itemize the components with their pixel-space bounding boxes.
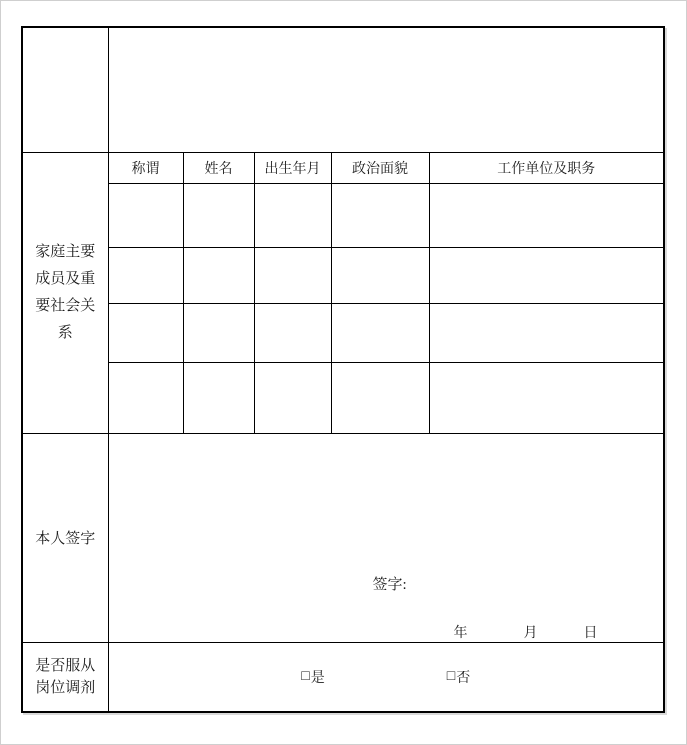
family-row-cell[interactable] — [254, 303, 331, 362]
family-row-cell[interactable] — [429, 362, 664, 433]
column-header-work-unit: 工作单位及职务 — [429, 152, 664, 183]
top-left-empty-cell — [22, 27, 108, 152]
adjustment-options-cell — [108, 642, 664, 712]
family-row-cell[interactable] — [331, 183, 429, 247]
signature-area[interactable] — [109, 435, 664, 640]
checkbox-icon: □ — [301, 668, 310, 684]
personal-signature-label — [22, 433, 108, 642]
checkbox-option-no[interactable] — [447, 667, 470, 687]
top-empty-content-cell[interactable] — [108, 27, 664, 152]
family-row-cell[interactable] — [331, 303, 429, 362]
family-row-cell[interactable] — [254, 183, 331, 247]
column-header-birthdate: 出生年月 — [254, 152, 331, 183]
checkbox-icon: □ — [446, 668, 456, 684]
adjustment-options-area — [109, 644, 664, 710]
application-form-table — [21, 26, 665, 713]
family-row-cell[interactable] — [108, 183, 183, 247]
job-adjustment-label-text: 是否服从岗位调剂 — [35, 657, 96, 696]
day-label: 日 — [583, 626, 598, 641]
family-row-cell[interactable] — [108, 362, 183, 433]
option-label-yes: 是 — [310, 670, 325, 686]
personal-signature-label-text: 本人签字 — [35, 531, 96, 547]
column-header-name: 姓名 — [183, 152, 254, 183]
family-row-cell[interactable] — [429, 247, 664, 303]
family-row-cell[interactable] — [254, 362, 331, 433]
family-row-cell[interactable] — [429, 303, 664, 362]
family-row-cell[interactable] — [331, 247, 429, 303]
table-row — [22, 303, 664, 362]
family-row-cell[interactable] — [108, 247, 183, 303]
family-row-cell[interactable] — [183, 247, 254, 303]
option-label-no: 否 — [456, 670, 471, 686]
column-header-relation: 称谓 — [108, 152, 183, 183]
job-adjustment-label — [22, 642, 108, 712]
table-row — [22, 247, 664, 303]
signature-cell[interactable] — [108, 433, 664, 642]
table-row — [22, 183, 664, 247]
family-row-cell[interactable] — [183, 303, 254, 362]
checkbox-option-yes[interactable] — [301, 667, 324, 687]
column-header-political-status: 政治面貌 — [331, 152, 429, 183]
family-row-cell[interactable] — [183, 362, 254, 433]
family-row-cell[interactable] — [429, 183, 664, 247]
family-members-label-text: 家庭主要成员及重要社会关系 — [35, 243, 96, 341]
family-row-cell[interactable] — [331, 362, 429, 433]
family-row-cell[interactable] — [254, 247, 331, 303]
family-row-cell[interactable] — [108, 303, 183, 362]
family-members-label — [22, 152, 108, 433]
month-label: 月 — [523, 626, 538, 641]
table-row — [22, 362, 664, 433]
family-row-cell[interactable] — [183, 183, 254, 247]
year-label: 年 — [453, 626, 468, 641]
signature-prompt: 签字: — [372, 577, 407, 593]
